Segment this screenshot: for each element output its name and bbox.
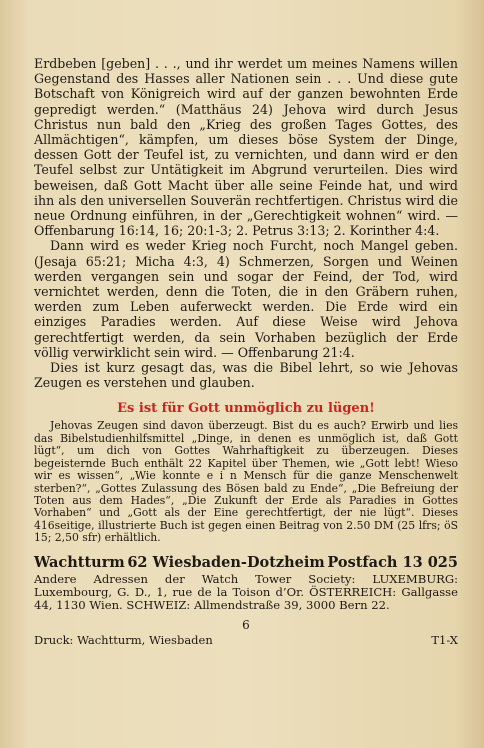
other-addresses: Andere Adressen der Watch Tower Society: LUXEMBURG: Luxembourg, G. D., 1, rue de la Toison d’Or. ÖSTERREICH: Gallgasse 44, 1130 Wien. SCHWEIZ: Allmendstraße 39, 3000 Bern 22. xyxy=(34,571,458,612)
footer xyxy=(34,633,458,647)
paragraph-2: Dann wird es weder Krieg noch Furcht, noch Mangel geben. (Jesaja 65:21; Micha 4:3, 4) Schmerzen, Sorgen und Weinen werden vergangen sein und sogar der Feind, der Tod, wird vernichtet werden, denn die Toten, die in den Gräbern ruhen, werden zum Leben auferweckt werden. Die Erde wird ein einziges Paradies werden. Auf diese Weise wird Jehova gerechtfertigt werden, da sein Vorhaben bezüglich der Erde völlig verwirklicht sein wird. — Offenbarung 21:4. xyxy=(34,238,458,360)
tract-page xyxy=(34,56,458,647)
paragraph-1: Erdbeben [geben] . . ., und ihr werdet um meines Namens willen Gegenstand des Hasses aller Nationen sein . . . Und diese gute Botschaft von Königreich wird auf der ganzen bewohnten Erde gepredigt werden.“ (Matthäus 24) Jehova wird durch Jesus Christus nun bald den „Krieg des großen Tages Gottes, des Allmächtigen“, kämpfen, um dieses böse System der Dinge, dessen Gott der Teufel ist, zu vernichten, und dann wird er den Teufel selbst zur Untätigkeit im Abgrund verurteilen. Dies wird beweisen, daß Gott Macht über alle seine Feinde hat, und wird ihn als den universellen Souverän rechtfertigen. Christus wird die neue Ordnung einführen, in der „Gerechtigkeit wohnen“ wird. — Offenbarung 16:14, 16; 20:1-3; 2. Petrus 3:13; 2. Korinther 4:4. xyxy=(34,56,458,239)
publisher-postfach: Postfach 13 025 xyxy=(327,553,458,571)
publisher-line xyxy=(34,554,458,571)
tract-code: T1-X xyxy=(431,633,458,648)
paragraph-3: Dies ist kurz gesagt das, was die Bibel lehrt, so wie Jehovas Zeugen es verstehen und glauben. xyxy=(34,360,458,391)
publisher-city: 62 Wiesbaden-Dotzheim xyxy=(127,553,325,571)
page-number: 6 xyxy=(242,618,250,633)
book-advert-text: Jehovas Zeugen sind davon überzeugt. Bist du es auch? Erwirb und lies das Bibelstudienhilfsmittel „Dinge, in denen es unmöglich ist, daß Gott lügt“, um dich von Gottes Wahrhaftigkeit zu überzeugen. Dieses begeisternde Buch enthält 22 Kapitel über Themen, wie „Gott lebt! Wieso wir es wissen“, „Wie konnte e i n Mensch für die ganze Menschenwelt sterben?“, „Gottes Zulassung des Bösen bald zu Ende“, „Die Befreiung der Toten aus dem Hades“, „Die Zukunft der Erde als Paradies in Gottes Vorhaben“ und „Gott als der Eine gerechtfertigt, der nie lügt“. Dieses 416seitige, illustrierte Buch ist gegen einen Beitrag von 2.50 DM (25 lfrs; öS 15; 2,50 sfr) erhältlich. xyxy=(34,419,458,545)
printer-credit: Druck: Wachtturm, Wiesbaden xyxy=(34,633,213,648)
headline: Es ist für Gott unmöglich zu lügen! xyxy=(117,401,375,417)
publisher-name: Wachtturm xyxy=(34,553,125,571)
